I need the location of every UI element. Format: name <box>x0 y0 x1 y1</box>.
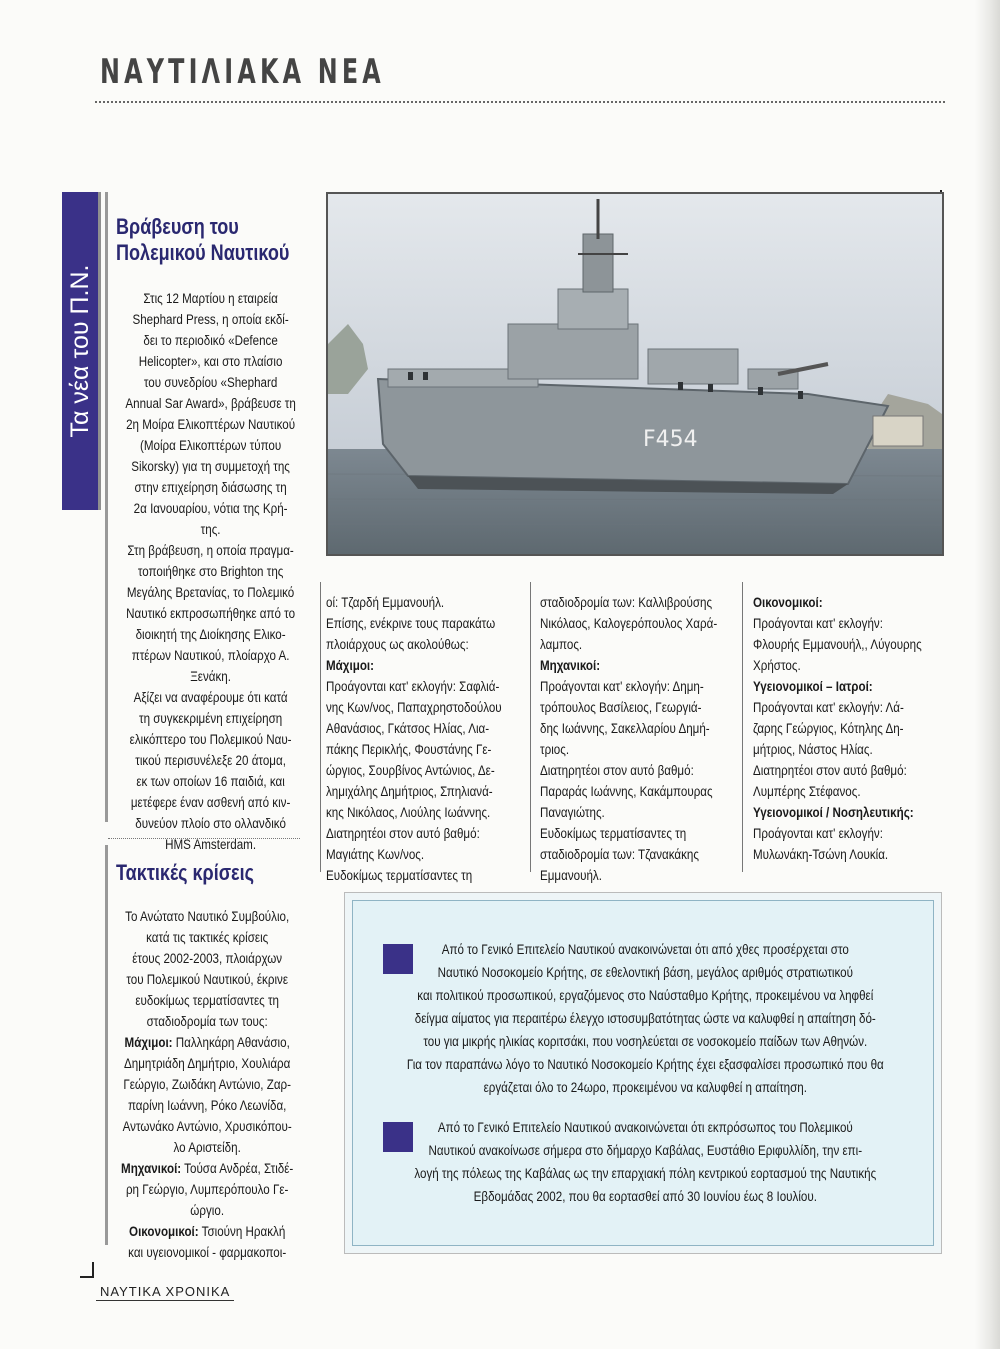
text-line: Ξενάκη. <box>190 669 231 684</box>
text-line: τριος. <box>540 742 570 757</box>
text-line: Αξίζει να αναφέρουμε ότι κατά <box>133 690 288 705</box>
text-line: Διατηρητέοι στον αυτό βαθμό: <box>326 826 480 841</box>
frigate-photo <box>326 192 944 556</box>
text-line: Παραράς Ιωάννης, Κακάμπουρας <box>540 784 713 799</box>
text-line: Διατηρητέοι στον αυτό βαθμό: <box>540 763 694 778</box>
category-label: Υγειονομικοί – Ιατροί: <box>753 679 873 694</box>
text-line: Λυμπέρης Στέφανος. <box>753 784 861 799</box>
article-headline: Τακτικές κρίσεις <box>116 860 255 885</box>
text-line: 2η Μοίρα Ελικοπτέρων Ναυτικού <box>126 417 296 432</box>
text-line: Ευδοκίμως τερματίσαντες τη <box>326 868 473 883</box>
section-title: ΝΑΥΤΙΛΙΑΚΑ ΝΕΑ <box>100 52 385 92</box>
text-line: ώργιος, Σουρβίνος Αντώνιος, Δε- <box>326 763 495 778</box>
column-rule <box>742 582 743 872</box>
text-line: πάκης Περικλής, Φουστάνης Γε- <box>326 742 492 757</box>
column-rule <box>105 192 108 822</box>
headline-line: Πολεμικού Ναυτικού <box>116 240 290 265</box>
text-line: Χρήστος. <box>753 658 801 673</box>
text-line: Επίσης, ενέκρινε τους παρακάτω <box>326 616 496 631</box>
text-line: δει το περιοδικό «Defence <box>143 333 278 348</box>
text-line: HMS Amsterdam. <box>165 837 257 852</box>
text-line: Ναυτικό Νοσοκομείο Κρήτης, σε εθελοντική βάση, μεγάλος αριθμός στρατιωτικού <box>437 965 853 980</box>
scan-edge <box>975 0 1000 1349</box>
text-line: Από το Γενικό Επιτελείο Ναυτικού ανακοινώνεται ότι από χθες προσέρχεται στο <box>441 942 849 957</box>
text-line: Annual Sar Award», βράβευσε τη <box>125 396 296 411</box>
text-line: Ευδοκίμως τερματίσαντες τη <box>540 826 687 841</box>
text-line: Νικόλαος, Καλογερόπουλος Χαρά- <box>540 616 718 631</box>
text-line: σταδιοδρομία των: Καλλιβρούσης <box>540 595 713 610</box>
text-line: Γεώργιο, Ζωιδάκη Αντώνιο, Ζαρ- <box>123 1077 292 1092</box>
side-tab-accent <box>98 192 101 510</box>
text-line: Helicopter», και στο πλαίσιο <box>138 354 283 369</box>
text-line: λο Αριστείδη. <box>173 1140 241 1155</box>
text-line: τρόπουλος Βασίλειος, Γεωργιά- <box>540 700 702 715</box>
text-line: Προάγονται κατ' εκλογήν: <box>753 616 883 631</box>
text-line: Στη βράβευση, η οποία πραγμα- <box>127 543 294 558</box>
promotions-column-b <box>326 592 524 886</box>
text-line: κης Νικόλαος, Λιούλης Ιωάννης. <box>326 805 491 820</box>
category-label: Μηχανικοί: <box>540 658 601 673</box>
magazine-name: ΝΑΥΤΙΚΑ ΧΡΟΝΙΚΑ <box>100 1284 231 1299</box>
category-label: Μηχανικοί: <box>121 1161 182 1176</box>
text-line: Ναυτικού ανακοίνωσε σήμερα στο δήμαρχο Καβάλας, Ευστάθιο Εριφυλλίδη, την επι- <box>428 1143 863 1158</box>
text-line: Προάγονται κατ' εκλογήν: <box>753 826 883 841</box>
text-line: Ναυτικό εκπροσωπήθηκε από το <box>126 606 296 621</box>
text-line: Μαγιάτης Κων/νος. <box>326 847 425 862</box>
text-line: Προάγονται κατ' εκλογήν: Λά- <box>753 700 904 715</box>
text-line <box>110 1032 304 1053</box>
text-line: Αντωνάκο Αντώνιο, Χρυσικόπου- <box>122 1119 292 1134</box>
page-mark <box>92 1262 94 1278</box>
text-line: λημιχάλης Δημήτριος, Σπηλιανά- <box>326 784 493 799</box>
category-label: Οικονομικοί: <box>753 595 823 610</box>
text-line: Shephard Press, η οποία εκδί- <box>132 312 289 327</box>
column-rule <box>530 582 531 872</box>
text-line: Μεγάλης Βρετανίας, το Πολεμικό <box>126 585 295 600</box>
text-line: του Πολεμικού Ναυτικού, έκρινε <box>126 972 289 987</box>
text-line: μετέφερε έναν ασθενή από κιν- <box>130 795 291 810</box>
column-rule <box>105 845 108 1245</box>
text-line: Εβδομάδας 2002, που θα εορτασθεί από 30 Ιουνίου έως 8 Ιουλίου. <box>473 1189 817 1204</box>
footer-rule <box>96 1300 234 1301</box>
text-line: Εμμανουήλ. <box>540 868 602 883</box>
text-line: μήτριος, Νάστος Ηλίας. <box>753 742 873 757</box>
text-line: τικού περισυνέλεξε 20 άτομα, <box>135 753 286 768</box>
column-rule <box>320 582 321 872</box>
text-line: Για τον παραπάνω λόγο το Ναυτικό Νοσοκομείο Κρήτης έχει εξασφαλίσει προσωπικό που θα <box>406 1057 884 1072</box>
text-line: Από το Γενικό Επιτελείο Ναυτικού ανακοινώνεται ότι εκπρόσωπος του Πολεμικού <box>437 1120 853 1135</box>
text-line: Στις 12 Μαρτίου η εταιρεία <box>143 291 278 306</box>
text-line: οί: Τζαρδή Εμμανουήλ. <box>326 595 445 610</box>
notice-paragraph <box>383 1116 908 1208</box>
text-line: λογή της πόλεως της Καβάλας ως την επαρχιακή πόλη κεντρικού εορτασμού της Ναυτικής <box>414 1166 877 1181</box>
text-line: Προάγονται κατ' εκλογήν: Σαφλιά- <box>326 679 500 694</box>
text-line: λαμπος. <box>540 637 583 652</box>
text-line: και υγειονομικοί - φαρμακοποι- <box>128 1245 287 1260</box>
text-line: πτέρων Ναυτικού, πλοίαρχο Α. <box>131 648 290 663</box>
text-line: Sikorsky) για τη συμμετοχή της <box>131 459 290 474</box>
side-tab-label: Τα νέα του Π.Ν. <box>66 264 94 438</box>
text-line: της. <box>200 522 221 537</box>
category-label: Υγειονομικοί / Νοσηλευτικής: <box>753 805 914 820</box>
text-line: ευδοκίμως τερματίσαντες τη <box>135 993 280 1008</box>
text-line: και πολιτικού προσωπικού, εργαζόμενος στο Ναύσταθμο Κρήτης, προκειμένου να ληφθεί <box>417 988 874 1003</box>
text-line: (Μοίρα Ελικοπτέρων τύπου <box>139 438 282 453</box>
text-line: τοποιήθηκε στο Brighton της <box>137 564 284 579</box>
text-line: νης Κων/νος, Παπαχρηστοδούλου <box>326 700 502 715</box>
text-line: δείγμα αίματος για περαιτέρω έλεγχο ιστοσυμβατότητας ώστε να καλυφθεί η απαίτηση δό- <box>414 1011 876 1026</box>
article-body <box>110 906 304 1263</box>
category-label: Μάχιμοι: <box>326 658 375 673</box>
text-line: σταδιοδρομία των τους: <box>146 1014 268 1029</box>
category-label: Οικονομικοί: <box>129 1224 199 1239</box>
text-line: εκ των οποίων 16 παιδιά, και <box>136 774 285 789</box>
text-line <box>110 1158 304 1179</box>
headline-rule <box>108 838 300 839</box>
text-line: Δημητριάδη Δημήτριο, Χουλιάρα <box>124 1056 291 1071</box>
text-line: Το Ανώτατο Ναυτικό Συμβούλιο, <box>125 909 290 924</box>
text-line: ρη Γεώργιο, Λυμπερόπουλο Γε- <box>125 1182 289 1197</box>
text-line: του για μικρής ηλικίας κοριτσάκι, που νοσηλεύεται σε νοσοκομείο παίδων των Αθηνών. <box>423 1034 868 1049</box>
text-line: Προάγονται κατ' εκλογήν: Δημη- <box>540 679 704 694</box>
category-label: Μάχιμοι: <box>124 1035 173 1050</box>
text-line: Διατηρητέοι στον αυτό βαθμό: <box>753 763 907 778</box>
text-line: Μυλωνάκη-Τσώνη Λουκία. <box>753 847 889 862</box>
notice-paragraph <box>383 938 908 1099</box>
promotions-column-c <box>540 592 738 886</box>
text-line: δυνεύον πλοίο στο ολλανδικό <box>135 816 286 831</box>
article-headline <box>116 214 296 266</box>
hull-number: F454 <box>643 427 698 452</box>
text-line: ώργιο. <box>190 1203 225 1218</box>
text-line: διοικητή της Διοίκησης Ελικο- <box>135 627 286 642</box>
text-line: δης Ιωάννης, Σακελλαρίου Δημή- <box>540 721 710 736</box>
text-fragment: Παλληκάρη Αθανάσιο, <box>172 1035 290 1050</box>
text-line: κατά τις τακτικές κρίσεις <box>146 930 269 945</box>
text-line: του συνεδρίου «Shephard <box>143 375 278 390</box>
text-line: Παναγιώτης. <box>540 805 605 820</box>
text-line: παρίνη Ιωάννη, Ρόκο Λεωνίδα, <box>127 1098 287 1113</box>
text-line: Αθανάσιος, Γκάτσος Ηλίας, Λια- <box>326 721 490 736</box>
article-body <box>116 288 305 855</box>
text-line: τη συγκεκριμένη επιχείρηση <box>138 711 283 726</box>
text-line: έτους 2002-2003, πλοιάρχων <box>132 951 283 966</box>
promotions-column-d <box>753 592 951 865</box>
text-line: σταδιοδρομία των: Τζανακάκης <box>540 847 699 862</box>
text-line <box>110 1221 304 1242</box>
page-mark <box>80 1276 92 1278</box>
text-fragment: Τούσα Ανδρέα, Στιδέ- <box>181 1161 294 1176</box>
header-divider <box>95 101 945 103</box>
text-line: εργάζεται όλο το 24ωρο, προκειμένου να καλυφθεί η απαίτηση. <box>483 1080 807 1095</box>
text-line: 2α Ιανουαρίου, νότια της Κρή- <box>133 501 288 516</box>
text-line: ζαρης Γεώργιος, Κότηλης Δη- <box>753 721 904 736</box>
text-line: στην επιχείρηση διάσωσης τη <box>134 480 287 495</box>
text-fragment: Τσιούνη Ηρακλή <box>198 1224 286 1239</box>
text-line: Φλουρής Εμμανουήλ,, Λύγουρης <box>753 637 922 652</box>
text-line: πλοιάρχους ως ακολούθως: <box>326 637 469 652</box>
text-line: ελικόπτερο του Πολεμικού Ναυ- <box>129 732 292 747</box>
headline-line: Βράβευση του <box>116 214 239 239</box>
